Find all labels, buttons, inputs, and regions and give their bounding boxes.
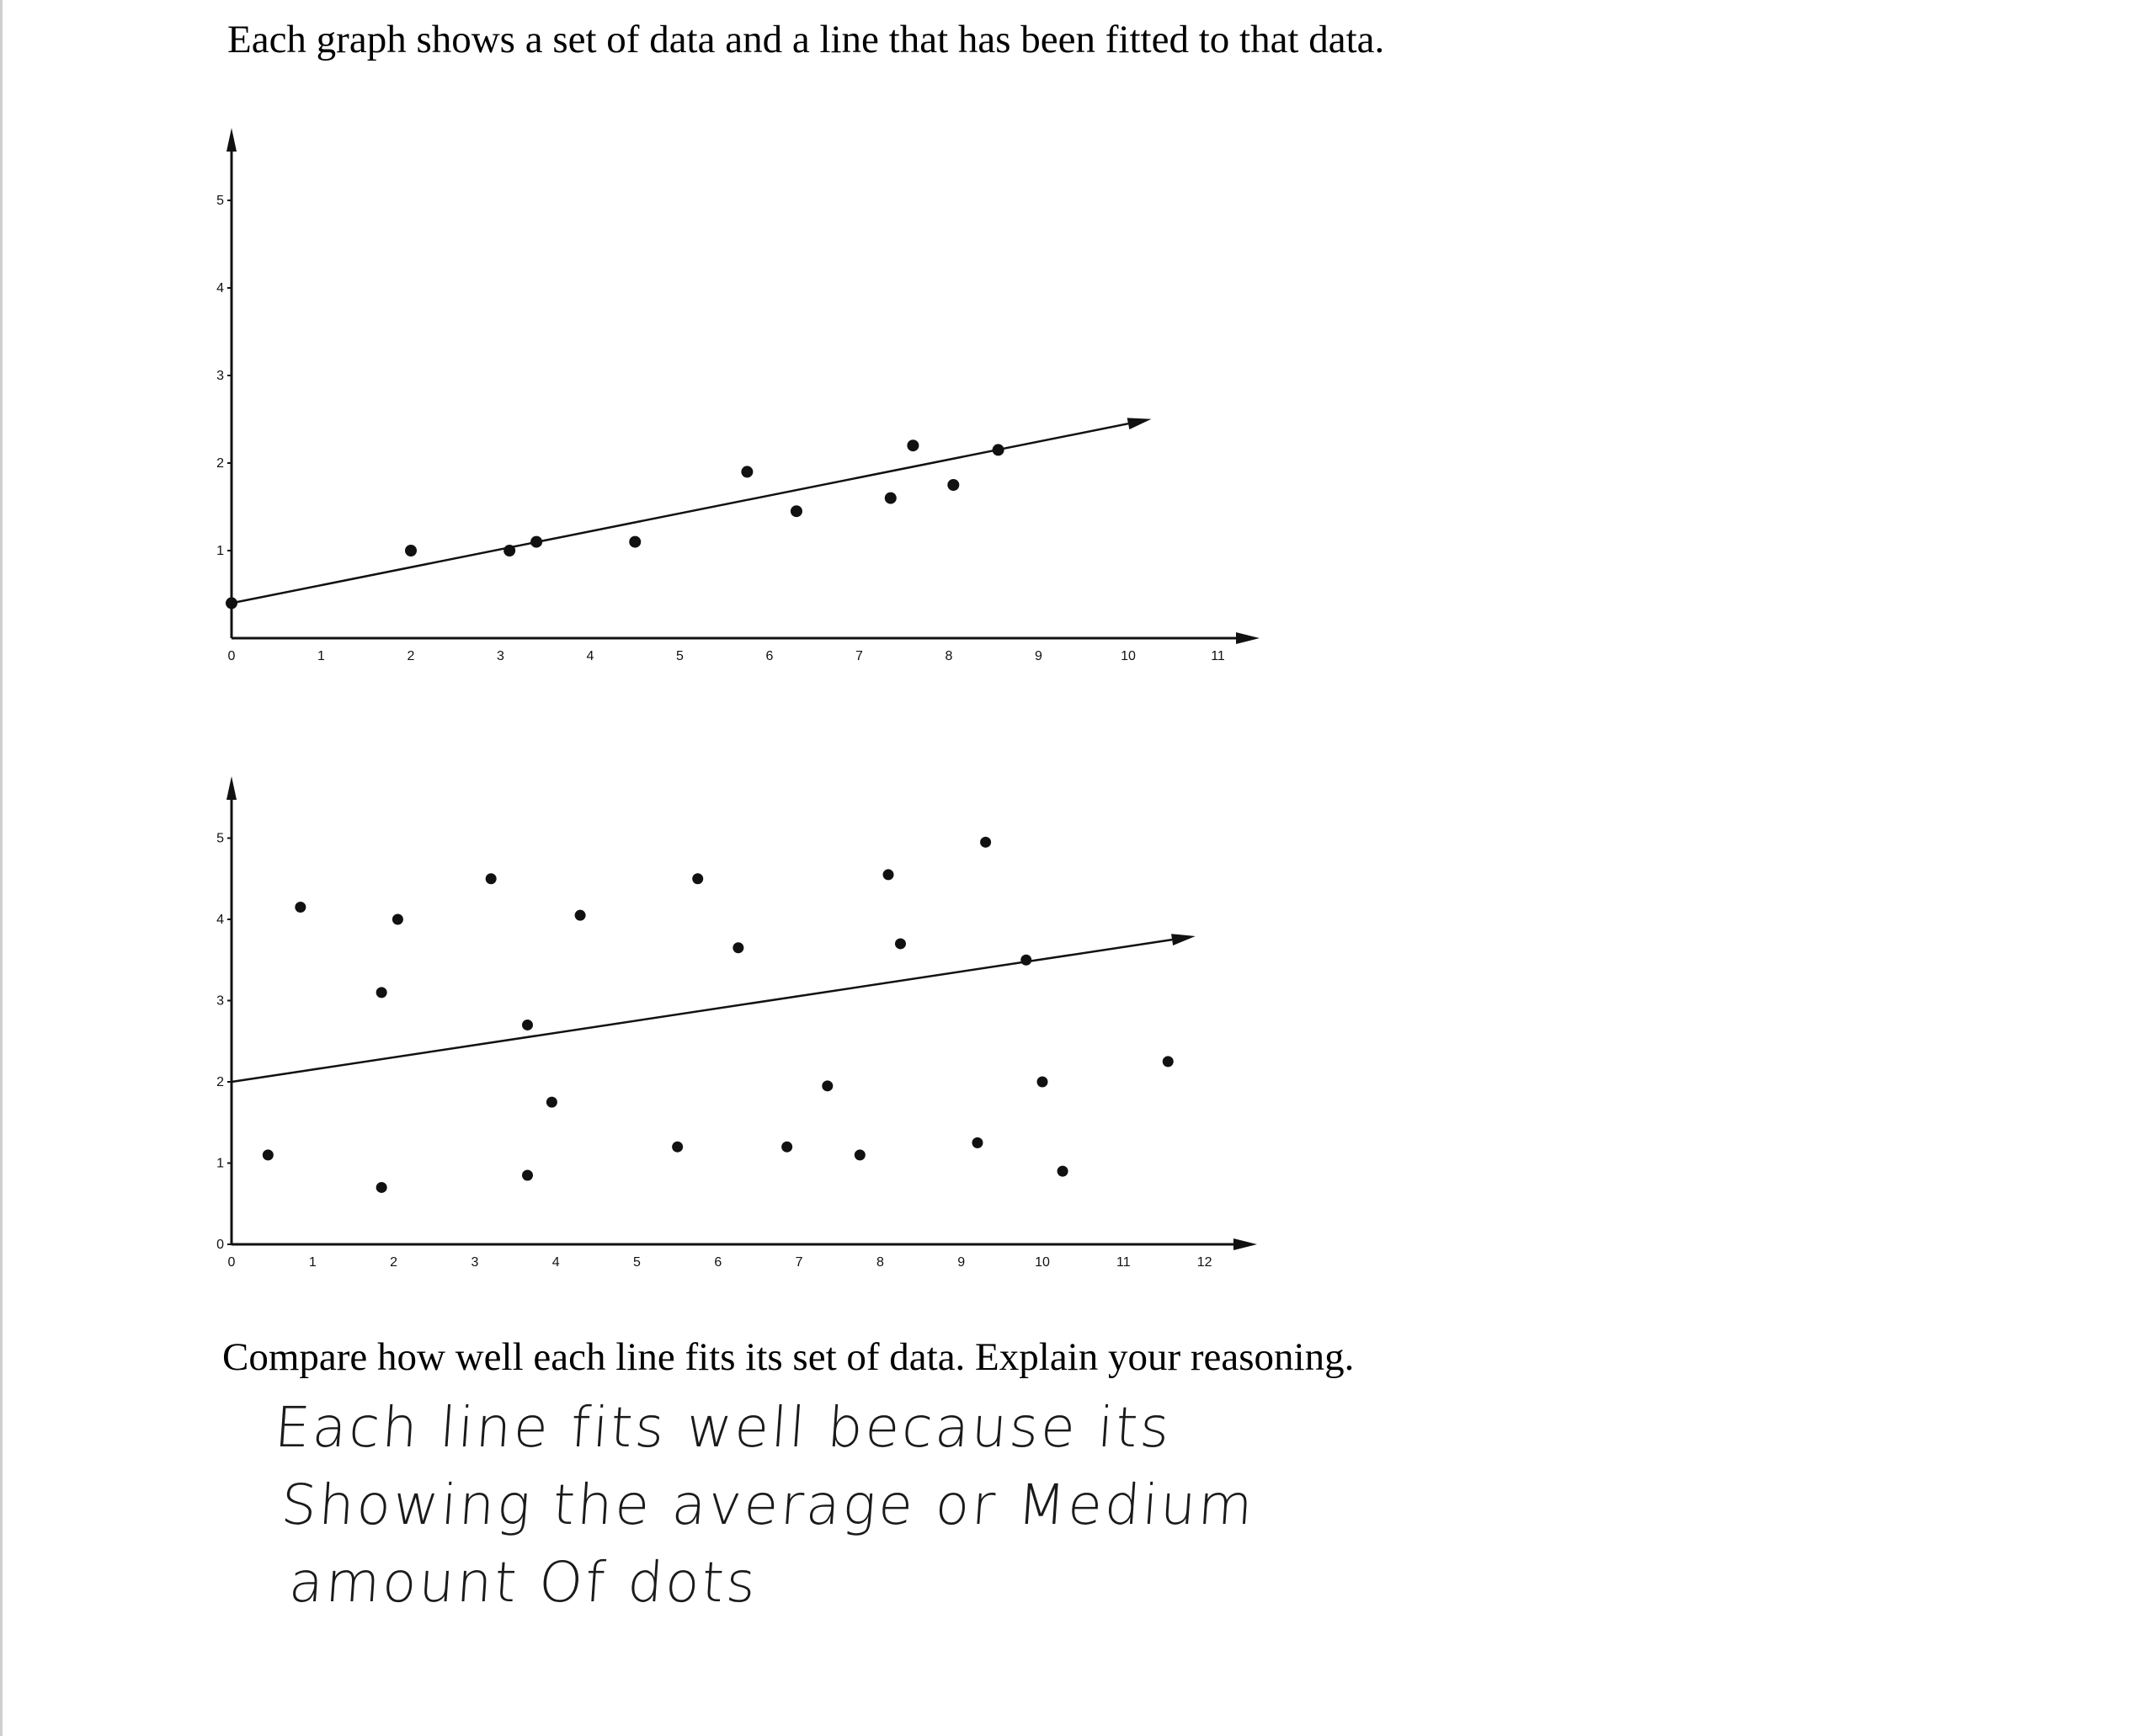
- y-tick-label: 5: [216, 831, 224, 846]
- data-point: [392, 914, 403, 925]
- data-point: [1058, 1166, 1068, 1177]
- data-point: [1020, 955, 1031, 966]
- data-point: [546, 1097, 557, 1108]
- x-tick-label: 0: [227, 649, 236, 663]
- x-tick-label: 8: [876, 1255, 884, 1270]
- x-tick-label: 1: [317, 649, 325, 663]
- y-tick-label: 2: [216, 1075, 224, 1089]
- x-tick-label: 6: [765, 649, 774, 663]
- data-point: [883, 869, 894, 880]
- y-tick-label: 5: [216, 194, 224, 208]
- x-tick-label: 12: [1196, 1255, 1212, 1270]
- x-tick-label: 6: [714, 1255, 722, 1270]
- x-tick-label: 2: [407, 649, 415, 663]
- x-tick-label: 9: [1035, 649, 1042, 663]
- data-point: [692, 873, 703, 884]
- data-point: [295, 902, 306, 913]
- data-point: [522, 1169, 533, 1180]
- question-text: Compare how well each line fits its set of data. Explain your reasoning.: [222, 1335, 1355, 1379]
- x-axis-arrow: [1233, 1238, 1257, 1250]
- x-tick-label: 3: [497, 649, 504, 663]
- scatter-plot-2: [0, 0, 1280, 1313]
- data-point: [980, 837, 991, 848]
- x-tick-label: 10: [1035, 1255, 1050, 1270]
- x-tick-label: 10: [1121, 649, 1136, 663]
- x-tick-label: 2: [390, 1255, 398, 1270]
- y-tick-label: 3: [216, 993, 224, 1009]
- data-point: [376, 987, 387, 998]
- x-tick-label: 8: [945, 649, 953, 663]
- data-point: [376, 1182, 387, 1193]
- x-tick-label: 1: [308, 1255, 317, 1270]
- data-point: [575, 910, 586, 921]
- answer-line: amount Of dots: [286, 1550, 760, 1615]
- x-tick-label: 4: [551, 1255, 560, 1270]
- data-point: [486, 873, 497, 884]
- x-tick-label: 5: [676, 649, 684, 663]
- data-point: [1037, 1077, 1048, 1088]
- y-axis-arrow: [226, 776, 237, 800]
- data-point: [895, 938, 906, 949]
- x-tick-label: 0: [227, 1255, 236, 1270]
- x-tick-label: 11: [1116, 1255, 1131, 1270]
- y-tick-label: 0: [216, 1238, 224, 1252]
- answer-line: Showing the average or Medium: [279, 1472, 1258, 1537]
- handwritten-answer: [261, 1389, 1263, 1622]
- y-tick-label: 1: [216, 1156, 224, 1171]
- y-tick-label: 2: [216, 456, 224, 471]
- instructions-text: Each graph shows a set of data and a line that has been fitted to that data.: [227, 18, 1385, 61]
- y-tick-label: 4: [216, 281, 224, 296]
- data-point: [822, 1080, 833, 1091]
- x-tick-label: 3: [471, 1255, 479, 1270]
- data-point: [972, 1137, 983, 1148]
- data-point: [855, 1149, 866, 1160]
- x-tick-label: 4: [586, 649, 594, 663]
- x-tick-label: 5: [633, 1255, 641, 1270]
- data-point: [522, 1020, 533, 1030]
- x-tick-label: 9: [957, 1255, 966, 1270]
- y-tick-label: 3: [216, 369, 224, 383]
- data-point: [263, 1149, 274, 1160]
- answer-line: Each line fits well because its: [272, 1395, 1175, 1460]
- data-point: [1163, 1056, 1174, 1067]
- y-tick-label: 1: [216, 544, 224, 558]
- y-tick-label: 4: [216, 913, 224, 927]
- x-tick-label: 7: [855, 649, 863, 663]
- data-point: [733, 942, 743, 953]
- x-tick-label: 11: [1211, 649, 1225, 663]
- fitted-line-arrow: [1171, 934, 1196, 945]
- data-point: [672, 1142, 683, 1153]
- x-tick-label: 7: [795, 1255, 803, 1270]
- data-point: [781, 1142, 792, 1153]
